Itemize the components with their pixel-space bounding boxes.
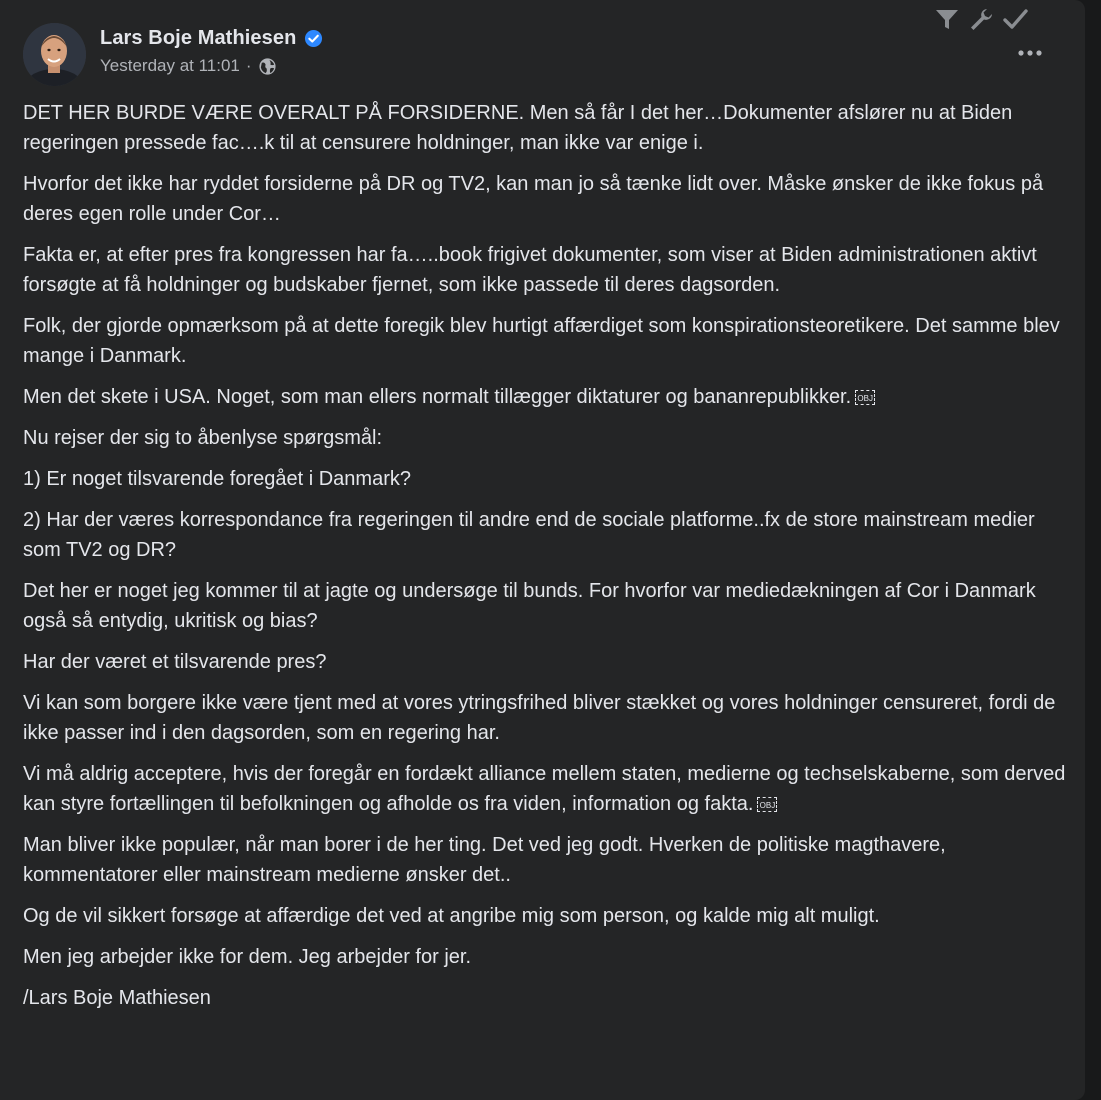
post-paragraph: [23, 759, 1073, 819]
post-paragraph: [23, 647, 1073, 677]
paragraph-text: Fakta er, at efter pres fra kongressen har fa…..book frigivet dokumenter, som viser at Biden administrationen aktivt forsøgte at få holdninger og budskaber fjernet, som ikke passede til deres dagsorden.: [23, 244, 1037, 296]
paragraph-text: DET HER BURDE VÆRE OVERALT PÅ FORSIDERNE. Men så får I det her…Dokumenter afslører nu at Biden regeringen pressede fac….k til at censurere holdninger, man ikke var enige i.: [23, 102, 1013, 154]
post-paragraph: [23, 901, 1073, 931]
filter-icon[interactable]: [934, 6, 960, 32]
more-options-button[interactable]: [1010, 40, 1050, 66]
post-paragraph: [23, 464, 1073, 494]
wrench-icon[interactable]: [968, 6, 994, 32]
paragraph-text: Vi kan som borgere ikke være tjent med at vores ytringsfrihed bliver stækket og vores holdninger censureret, fordi de ikke passer ind i den dagsorden, som en regering har.: [23, 692, 1056, 744]
globe-icon[interactable]: [258, 57, 277, 76]
paragraph-text: Det her er noget jeg kommer til at jagte og undersøge til bunds. For hvorfor var mediedækningen af Cor i Danmark også så entydig, ukritisk og bias?: [23, 580, 1036, 632]
post-paragraph: [23, 169, 1073, 229]
post-paragraph: [23, 688, 1073, 748]
moderation-toolbar: [934, 6, 1028, 32]
post-paragraph: [23, 505, 1073, 565]
paragraph-text: Men det skete i USA. Noget, som man ellers normalt tillægger diktaturer og bananrepublikker.: [23, 386, 852, 408]
paragraph-text: Og de vil sikkert forsøge at affærdige det ved at angribe mig som person, og kalde mig alt muligt.: [23, 905, 880, 927]
post-paragraph: [23, 98, 1073, 158]
post-paragraph: [23, 983, 1073, 1013]
meta-separator: ·: [245, 56, 252, 75]
paragraph-text: Folk, der gjorde opmærksom på at dette foregik blev hurtigt affærdiget som konspirationsteoretikere. Det samme blev mange i Danmark.: [23, 315, 1060, 367]
post-paragraph: [23, 576, 1073, 636]
author-block: [100, 25, 323, 76]
paragraph-text: Man bliver ikke populær, når man borer i de her ting. Det ved jeg godt. Hverken de politiske magthavere, kommentatorer eller mainstream medierne ønsker det..: [23, 834, 946, 886]
checkmark-icon[interactable]: [1002, 6, 1028, 32]
paragraph-text: Men jeg arbejder ikke for dem. Jeg arbejder for jer.: [23, 946, 471, 968]
verified-badge-icon: [304, 29, 323, 48]
object-placeholder-glyph: OBJ: [855, 390, 875, 405]
paragraph-text: 2) Har der væres korrespondance fra regeringen til andre end de sociale platforme..fx de store mainstream medier som TV2 og DR?: [23, 509, 1035, 561]
paragraph-text: Vi må aldrig acceptere, hvis der foregår en fordækt alliance mellem staten, medierne og techselskaberne, som derved kan styre fortællingen til befolkningen og afholde os fra viden, information og fakta.: [23, 763, 1066, 815]
post-paragraph: [23, 382, 1073, 412]
post-paragraph: [23, 240, 1073, 300]
more-options-icon: [1010, 40, 1050, 66]
author-avatar[interactable]: [23, 23, 86, 86]
paragraph-text: 1) Er noget tilsvarende foregået i Danmark?: [23, 468, 411, 490]
paragraph-text: Har der været et tilsvarende pres?: [23, 651, 327, 673]
profile-photo-icon: [23, 23, 86, 86]
author-row: [100, 25, 323, 51]
post-paragraph: [23, 942, 1073, 972]
post-paragraph: [23, 423, 1073, 453]
paragraph-text: /Lars Boje Mathiesen: [23, 987, 211, 1009]
post-header: [23, 23, 323, 87]
post-timestamp[interactable]: Yesterday at 11:01: [100, 56, 240, 75]
post-paragraph: [23, 311, 1073, 371]
post-meta: [100, 56, 323, 76]
paragraph-text: Hvorfor det ikke har ryddet forsiderne på DR og TV2, kan man jo så tænke lidt over. Måske ønsker de ikke fokus på deres egen rolle under Cor…: [23, 173, 1044, 225]
post-body: [23, 98, 1073, 1024]
post-paragraph: [23, 830, 1073, 890]
object-placeholder-glyph: OBJ: [757, 797, 777, 812]
author-name[interactable]: Lars Boje Mathiesen: [100, 26, 297, 49]
paragraph-text: Nu rejser der sig to åbenlyse spørgsmål:: [23, 427, 383, 449]
